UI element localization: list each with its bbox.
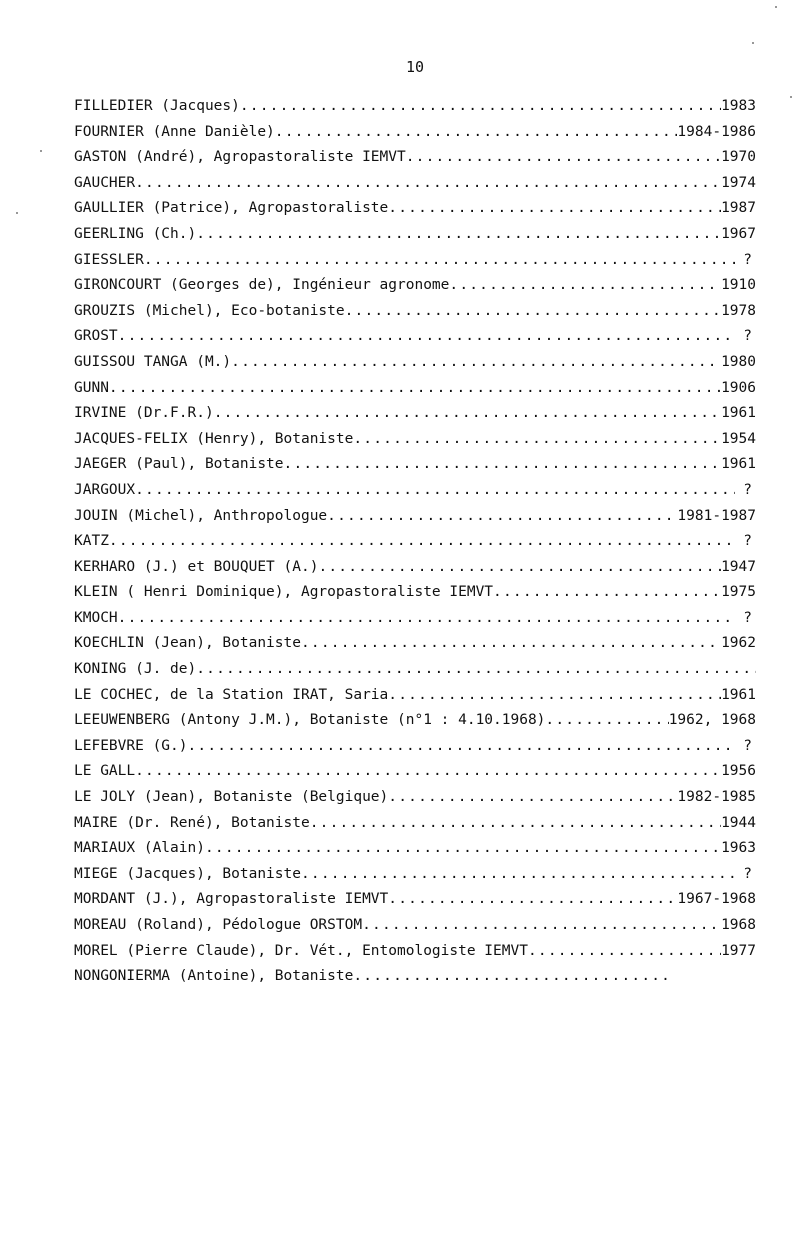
entry-year: 1961 <box>721 405 756 422</box>
entry-name: GROST <box>74 328 118 345</box>
entry-name: KOECHLIN (Jean), Botaniste <box>74 635 301 652</box>
entry-name: KERHARO (J.) et BOUQUET (A.) <box>74 558 319 575</box>
dot-leader <box>205 836 721 862</box>
list-item <box>74 452 756 478</box>
dot-leader <box>231 350 721 376</box>
dot-leader <box>301 631 721 657</box>
entry-year: ? <box>743 609 752 626</box>
dot-leader <box>388 887 677 913</box>
scan-speck <box>790 96 792 98</box>
list-item <box>74 939 756 965</box>
entry-name: JOUIN (Michel), Anthropologue <box>74 507 328 524</box>
entry-name: LEEUWENBERG (Antony J.M.), Botaniste (n°1 : 4.10.1968) <box>74 712 546 729</box>
entry-name: KATZ <box>74 533 109 550</box>
list-item <box>74 555 756 581</box>
entry-year: 1961 <box>721 456 756 473</box>
list-item <box>74 734 756 760</box>
list-item <box>74 606 756 632</box>
list-item <box>74 94 756 120</box>
entry-year: 1982-1985 <box>677 789 756 806</box>
entry-year: ? <box>743 328 752 345</box>
entry-year: 1968 <box>721 917 756 933</box>
list-item <box>74 504 756 530</box>
scan-speck <box>40 150 42 152</box>
dot-leader <box>301 862 735 888</box>
scan-speck <box>16 212 18 214</box>
entry-year: 1967-1968 <box>677 891 756 908</box>
entry-year: ? <box>743 533 752 550</box>
dot-leader <box>196 657 756 683</box>
entry-name: FILLEDIER (Jacques) <box>74 98 240 114</box>
list-item <box>74 913 756 939</box>
entry-name: LE JOLY (Jean), Botaniste (Belgique) <box>74 789 389 806</box>
dot-leader <box>135 171 721 197</box>
entry-year: ? <box>743 865 752 882</box>
list-item <box>74 862 756 888</box>
entry-name: MOREAU (Roland), Pédologue ORSTOM <box>74 917 363 933</box>
dot-leader <box>118 606 736 632</box>
dot-leader <box>353 964 671 990</box>
list-item <box>74 171 756 197</box>
entry-name: KMOCH <box>74 609 118 626</box>
list-item <box>74 120 756 146</box>
entry-name: LE COCHEC, de la Station IRAT, Saria <box>74 686 389 703</box>
entry-year: ? <box>743 737 752 754</box>
dot-leader <box>196 222 721 248</box>
list-item <box>74 376 756 402</box>
entry-name: GUNN <box>74 379 109 396</box>
entry-name: MOREL (Pierre Claude), Dr. Vét., Entomologiste IEMVT <box>74 942 528 959</box>
dot-leader <box>310 811 721 837</box>
dot-leader <box>406 145 721 171</box>
entry-year: 1987 <box>721 200 756 217</box>
entry-name: JACQUES-FELIX (Henry), Botaniste <box>74 430 354 447</box>
entry-name: LE GALL <box>74 763 136 780</box>
entry-year: 1984-1986 <box>677 123 756 140</box>
scan-speck <box>752 42 754 44</box>
list-item <box>74 887 756 913</box>
dot-leader <box>135 478 735 504</box>
entry-year: 1956 <box>721 763 756 780</box>
list-item <box>74 964 756 990</box>
list-item <box>74 580 756 606</box>
entry-year: 1962, 1968 <box>668 712 756 729</box>
list-item <box>74 785 756 811</box>
list-item <box>74 427 756 453</box>
dot-leader <box>345 299 721 325</box>
scan-speck <box>775 6 777 8</box>
dot-leader <box>109 529 735 555</box>
entry-year: 1983 <box>721 98 756 114</box>
entry-name: GUISSOU TANGA (M.) <box>74 353 232 370</box>
dot-leader <box>388 196 721 222</box>
entry-name: LEFEBVRE (G.) <box>74 737 188 754</box>
list-item <box>74 657 756 683</box>
entry-name: GROUZIS (Michel), Eco-botaniste <box>74 302 345 319</box>
entry-name: MAIRE (Dr. René), Botaniste <box>74 814 310 831</box>
entry-name: GIESSLER <box>74 251 144 268</box>
dot-leader <box>188 734 736 760</box>
entry-name: NONGONIERMA (Antoine), Botaniste <box>74 968 354 985</box>
entry-year: 1962 <box>721 635 756 652</box>
dot-leader <box>144 248 735 274</box>
dot-leader <box>353 427 721 453</box>
dot-leader <box>362 913 721 939</box>
dot-leader <box>284 452 722 478</box>
entry-year: ? <box>743 251 752 268</box>
entry-name: GAULLIER (Patrice), Agropastoraliste <box>74 200 389 217</box>
dot-leader <box>318 555 721 581</box>
entry-year: 1977 <box>721 942 756 959</box>
entry-year: 1906 <box>721 379 756 396</box>
entry-year: 1967 <box>721 225 756 242</box>
list-item <box>74 708 756 734</box>
entry-name: JARGOUX <box>74 481 136 498</box>
list-item <box>74 478 756 504</box>
entry-year: 1980 <box>721 353 756 370</box>
list-item <box>74 273 756 299</box>
list-item <box>74 836 756 862</box>
list-item <box>74 683 756 709</box>
entry-year: 1947 <box>721 558 756 575</box>
list-item <box>74 350 756 376</box>
entry-year: 1981-1987 <box>677 507 756 524</box>
page-number: 10 <box>405 58 425 76</box>
list-item <box>74 401 756 427</box>
list-item <box>74 196 756 222</box>
list-item <box>74 529 756 555</box>
entry-name: GIRONCOURT (Georges de), Ingénieur agronome <box>74 277 450 294</box>
collector-list <box>74 94 756 990</box>
entry-year: 1970 <box>721 149 756 166</box>
dot-leader <box>545 708 668 734</box>
entry-name: GEERLING (Ch.) <box>74 225 197 242</box>
list-item <box>74 811 756 837</box>
dot-leader <box>275 120 678 146</box>
entry-name: GASTON (André), Agropastoraliste IEMVT <box>74 149 406 166</box>
dot-leader <box>528 939 721 965</box>
entry-name: GAUCHER <box>74 174 136 191</box>
entry-name: KLEIN ( Henri Dominique), Agropastoraliste IEMVT <box>74 584 494 601</box>
entry-year: 1978 <box>721 302 756 319</box>
entry-name: JAEGER (Paul), Botaniste <box>74 456 284 473</box>
dot-leader <box>388 785 677 811</box>
entry-name: IRVINE (Dr.F.R.) <box>74 405 214 422</box>
dot-leader <box>214 401 721 427</box>
entry-year: 1963 <box>721 840 756 857</box>
list-item <box>74 222 756 248</box>
entry-name: MARIAUX (Alain) <box>74 840 205 857</box>
list-item <box>74 299 756 325</box>
list-item <box>74 631 756 657</box>
entry-name: FOURNIER (Anne Danièle) <box>74 123 275 140</box>
entry-year: ? <box>743 481 752 498</box>
list-item <box>74 324 756 350</box>
dot-leader <box>240 94 721 120</box>
dot-leader <box>449 273 721 299</box>
entry-year: 1954 <box>721 430 756 447</box>
dot-leader <box>327 504 677 530</box>
dot-leader <box>135 759 721 785</box>
list-item <box>74 145 756 171</box>
dot-leader <box>118 324 736 350</box>
entry-year: 1910 <box>721 277 756 294</box>
entry-year: 1961 <box>721 686 756 703</box>
list-item <box>74 248 756 274</box>
dot-leader <box>388 683 721 709</box>
dot-leader <box>109 376 721 402</box>
entry-name: MIEGE (Jacques), Botaniste <box>74 865 301 882</box>
list-item <box>74 759 756 785</box>
dot-leader <box>493 580 721 606</box>
entry-name: KONING (J. de) <box>74 661 197 678</box>
entry-year: 1944 <box>721 814 756 831</box>
entry-year: 1975 <box>721 584 756 601</box>
entry-year: 1974 <box>721 174 756 191</box>
entry-name: MORDANT (J.), Agropastoraliste IEMVT <box>74 891 389 908</box>
